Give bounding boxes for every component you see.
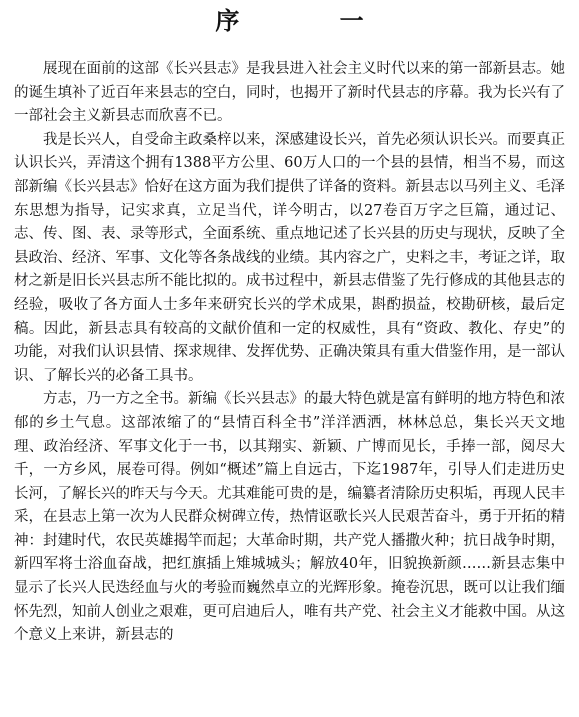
paragraph-2: 我是长兴人，自受命主政桑梓以来，深感建设长兴，首先必须认识长兴。而要真正认识长兴，弄清这个拥有1388平方公里、60万人口的一个县的县情，相当不易，而这部新编《长兴县志》恰好在这方面为我们提供了详备的资料。新县志以马列主义、毛泽东思想为指导，记实求真，立足当代，详今明古，以27卷百万字之巨篇，通过记、志、传、图、表、录等形式，全面系统、重点地记述了长兴县的历史与现状，反映了全县政治、经济、军事、文化等各条战线的业绩。其内容之广，史料之丰，考证之详，取材之新是旧长兴县志所不能比拟的。成书过程中，新县志借鉴了先行修成的其他县志的经验，吸收了各方面人士多年来研究长兴的学术成果，斟酌损益，校勘研核，最后定稿。因此，新县志具有较高的文献价值和一定的权威性，具有“资政、教化、存史”的功能，对我们认识县情、探求规律、发挥优势、正确决策具有重大借鉴作用，是一部认识、了解长兴的必备工具书。 <box>14 131 565 384</box>
paragraph-3: 方志，乃一方之全书。新编《长兴县志》的最大特色就是富有鲜明的地方特色和浓郁的乡土气息。这部浓缩了的“县情百科全书”洋洋洒洒，林林总总，集长兴天文地理、政治经济、军事文化于一书，以其翔实、新颖、广博而见长，手捧一部，阅尽大千，一方乡风，展卷可得。例如“概述”篇上自远古，下迄1987年，引导人们走进历史长河，了解长兴的昨天与今天。尤其难能可贵的是，编纂者清除历史积垢，再现人民丰采，在县志上第一次为人民群众树碑立传，热情讴歌长兴人民艰苦奋斗，勇于开拓的精神：封建时代，农民英雄揭竿而起；大革命时期，共产党人播撒火种；抗日战争时期，新四军将士浴血奋战，把红旗插上雉城城头；解放40年，旧貌换新颜……新县志集中显示了长兴人民迭经血与火的考验而巍然卓立的光辉形象。掩卷沉思，既可以让我们缅怀先烈，知前人创业之艰难，更可启迪后人，唯有共产党、社会主义才能救中国。从这个意义上来讲，新县志的 <box>14 391 565 644</box>
page-title: 序 一 <box>215 6 410 35</box>
paragraph-1: 展现在面前的这部《长兴县志》是我县进入社会主义时代以来的第一部新县志。她的诞生填补了近百年来县志的空白，同时，也揭开了新时代县志的序幕。我为长兴有了一部社会主义新县志而欣喜不已。 <box>14 61 565 125</box>
